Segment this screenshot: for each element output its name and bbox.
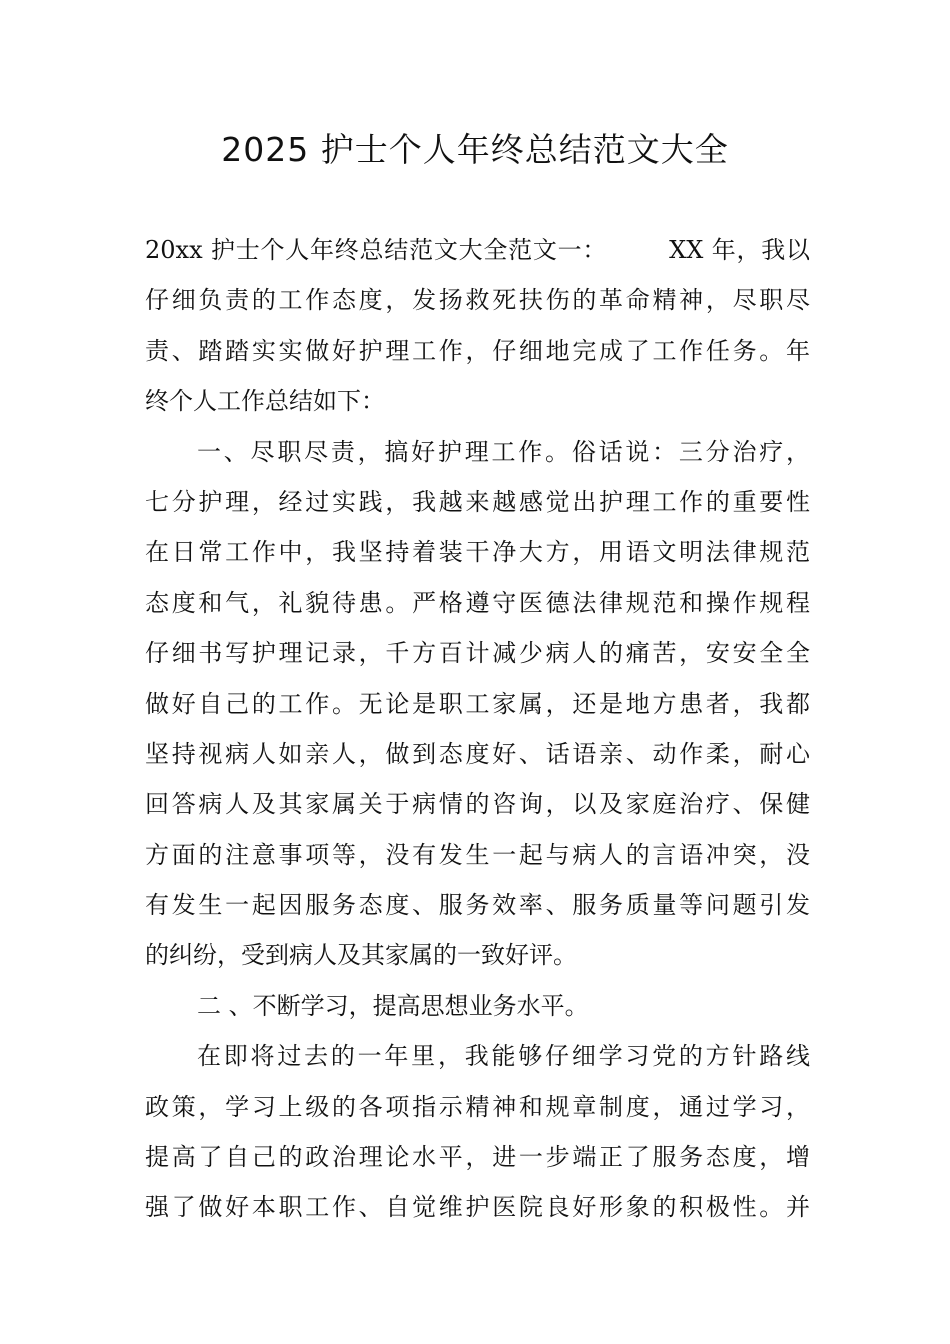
text-line: 做好自己的工作。无论是职工家属，还是地方患者，我都	[145, 689, 810, 718]
text-line: 的纠纷，受到病人及其家属的一致好评。	[145, 941, 577, 970]
text-line: 在即将过去的一年里，我能够仔细学习党的方针路线	[197, 1042, 810, 1071]
intro-lead-tail: XX 年，我以	[669, 236, 810, 264]
text-line: 责、踏踏实实做好护理工作，仔细地完成了工作任务。年	[145, 336, 810, 365]
intro-line	[145, 225, 810, 275]
section-heading: 一、尽职尽责，搞好护理工作。俗话说：三分治疗，	[197, 437, 810, 466]
text-line: 强了做好本职工作、自觉维护医院良好形象的积极性。并	[145, 1193, 810, 1222]
intro-lead: 20xx 护士个人年终总结范文大全范文一：	[145, 236, 608, 264]
text-line: 终个人工作总结如下：	[145, 387, 385, 416]
text-line: 仔细书写护理记录，千方百计减少病人的痛苦，安安全全	[145, 639, 810, 668]
document-title: 2025 护士个人年终总结范文大全	[221, 130, 729, 169]
text-line: 仔细负责的工作态度，发扬救死扶伤的革命精神，尽职尽	[145, 286, 810, 315]
section-heading: 二 、不断学习，提高思想业务水平。	[197, 991, 589, 1020]
text-line: 坚持视病人如亲人，做到态度好、话语亲、动作柔，耐心	[145, 739, 810, 768]
document-body	[145, 225, 810, 1233]
text-line: 在日常工作中，我坚持着装干净大方，用语文明法律规范	[145, 538, 810, 567]
text-line: 态度和气，礼貌待患。严格遵守医德法律规范和操作规程	[145, 588, 810, 617]
text-line: 七分护理，经过实践，我越来越感觉出护理工作的重要性	[145, 487, 810, 516]
text-line: 政策，学习上级的各项指示精神和规章制度，通过学习，	[145, 1092, 810, 1121]
text-line: 方面的注意事项等，没有发生一起与病人的言语冲突，没	[145, 840, 810, 869]
text-line: 回答病人及其家属关于病情的咨询，以及家庭治疗、保健	[145, 790, 810, 819]
text-line: 提高了自己的政治理论水平，进一步端正了服务态度，增	[145, 1143, 810, 1172]
text-line: 有发生一起因服务态度、服务效率、服务质量等问题引发	[145, 891, 810, 920]
